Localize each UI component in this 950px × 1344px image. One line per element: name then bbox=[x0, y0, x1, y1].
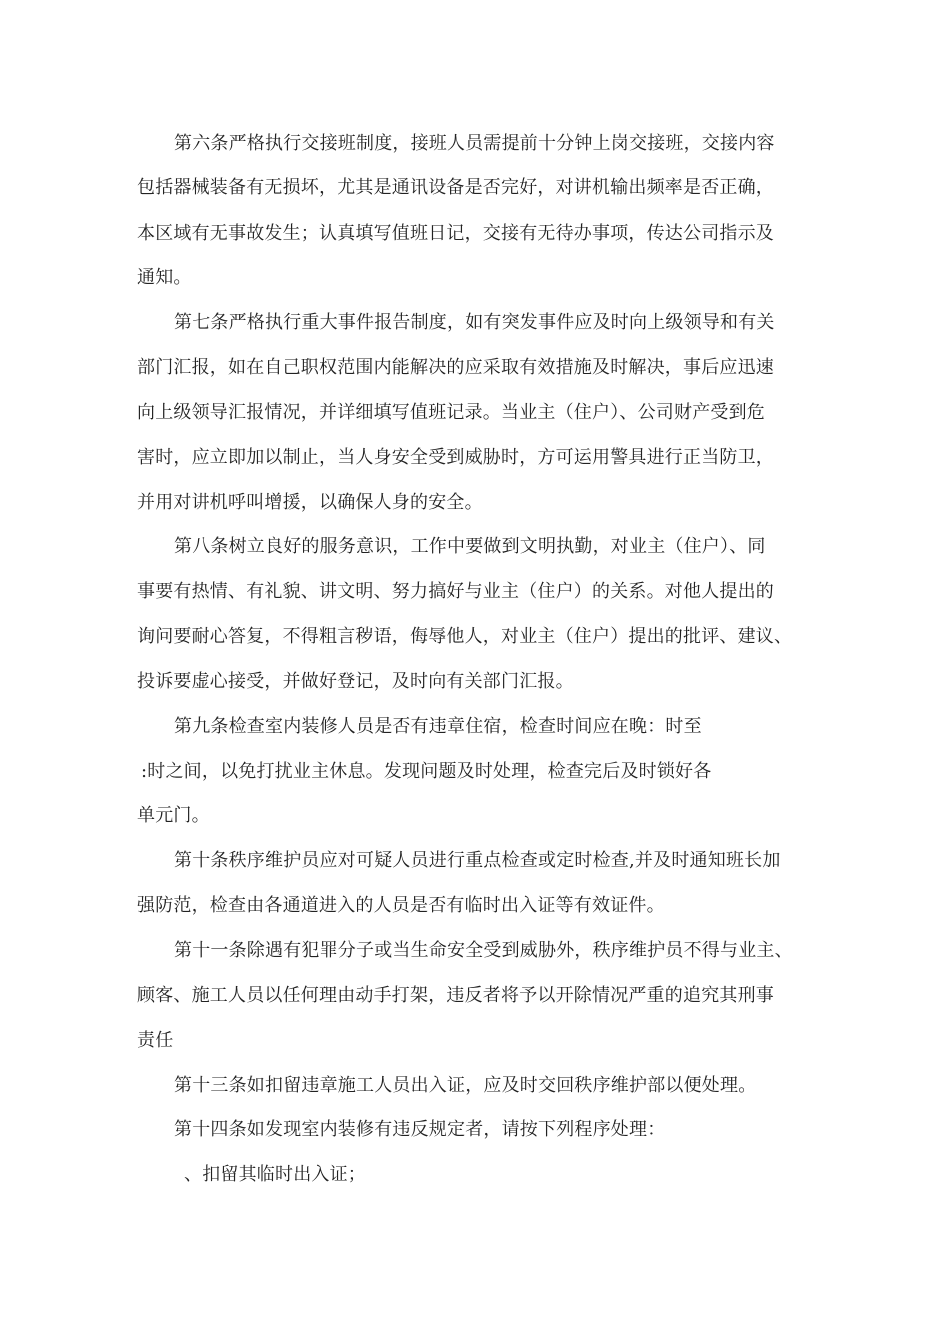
article-6-line-4: 通知。 bbox=[137, 267, 192, 288]
article-11-line-3: 责任 bbox=[137, 1030, 174, 1051]
article-8-line-2: 事要有热情、有礼貌、讲文明、努力搞好与业主（住户）的关系。对他人提出的 bbox=[137, 581, 774, 602]
article-7-line-3: 向上级领导汇报情况，并详细填写值班记录。当业主（住户）、公司财产受到危 bbox=[137, 402, 765, 423]
article-14-item-1: 、扣留其临时出入证； bbox=[184, 1164, 366, 1185]
article-6-line-1: 第六条严格执行交接班制度，接班人员需提前十分钟上岗交接班，交接内容 bbox=[174, 133, 775, 154]
article-6-line-2: 包括器械装备有无损坏，尤其是通讯设备是否完好，对讲机输出频率是否正确， bbox=[137, 177, 774, 198]
article-7-line-5: 并用对讲机呼叫增援，以确保人身的安全。 bbox=[137, 492, 483, 513]
article-10-line-2: 强防范，检查由各通道进入的人员是否有临时出入证等有效证件。 bbox=[137, 895, 665, 916]
article-14-line-1: 第十四条如发现室内装修有违反规定者，请按下列程序处理： bbox=[174, 1119, 666, 1140]
article-13-line-1: 第十三条如扣留违章施工人员出入证，应及时交回秩序维护部以便处理。 bbox=[174, 1075, 757, 1096]
article-6-line-3: 本区域有无事故发生；认真填写值班日记，交接有无待办事项，传达公司指示及 bbox=[137, 223, 774, 244]
article-7-line-2: 部门汇报，如在自己职权范围内能解决的应采取有效措施及时解决，事后应迅速 bbox=[137, 357, 774, 378]
article-11-line-2: 顾客、施工人员以任何理由动手打架，违反者将予以开除情况严重的追究其刑事 bbox=[137, 985, 774, 1006]
article-8-line-1: 第八条树立良好的服务意识，工作中要做到文明执勤，对业主（住户）、同 bbox=[174, 536, 766, 557]
article-9-line-1: 第九条检查室内装修人员是否有违章住宿，检查时间应在晚：时至 bbox=[174, 716, 702, 737]
article-9-line-3: 单元门。 bbox=[137, 805, 210, 826]
article-8-line-4: 投诉要虚心接受，并做好登记，及时向有关部门汇报。 bbox=[137, 671, 574, 692]
article-8-line-3: 询问要耐心答复，不得粗言秽语，侮辱他人，对业主（住户）提出的批评、建议、 bbox=[137, 626, 793, 647]
article-11-line-1: 第十一条除遇有犯罪分子或当生命安全受到威胁外，秩序维护员不得与业主、 bbox=[174, 940, 793, 961]
article-7-line-1: 第七条严格执行重大事件报告制度，如有突发事件应及时向上级领导和有关 bbox=[174, 312, 775, 333]
article-9-line-2: :时之间，以免打扰业主休息。发现问题及时处理，检查完后及时锁好各 bbox=[141, 761, 712, 782]
article-7-line-4: 害时，应立即加以制止，当人身安全受到威胁时，方可运用警具进行正当防卫， bbox=[137, 447, 774, 468]
article-10-line-1: 第十条秩序维护员应对可疑人员进行重点检查或定时检查,并及时通知班长加 bbox=[174, 850, 781, 871]
